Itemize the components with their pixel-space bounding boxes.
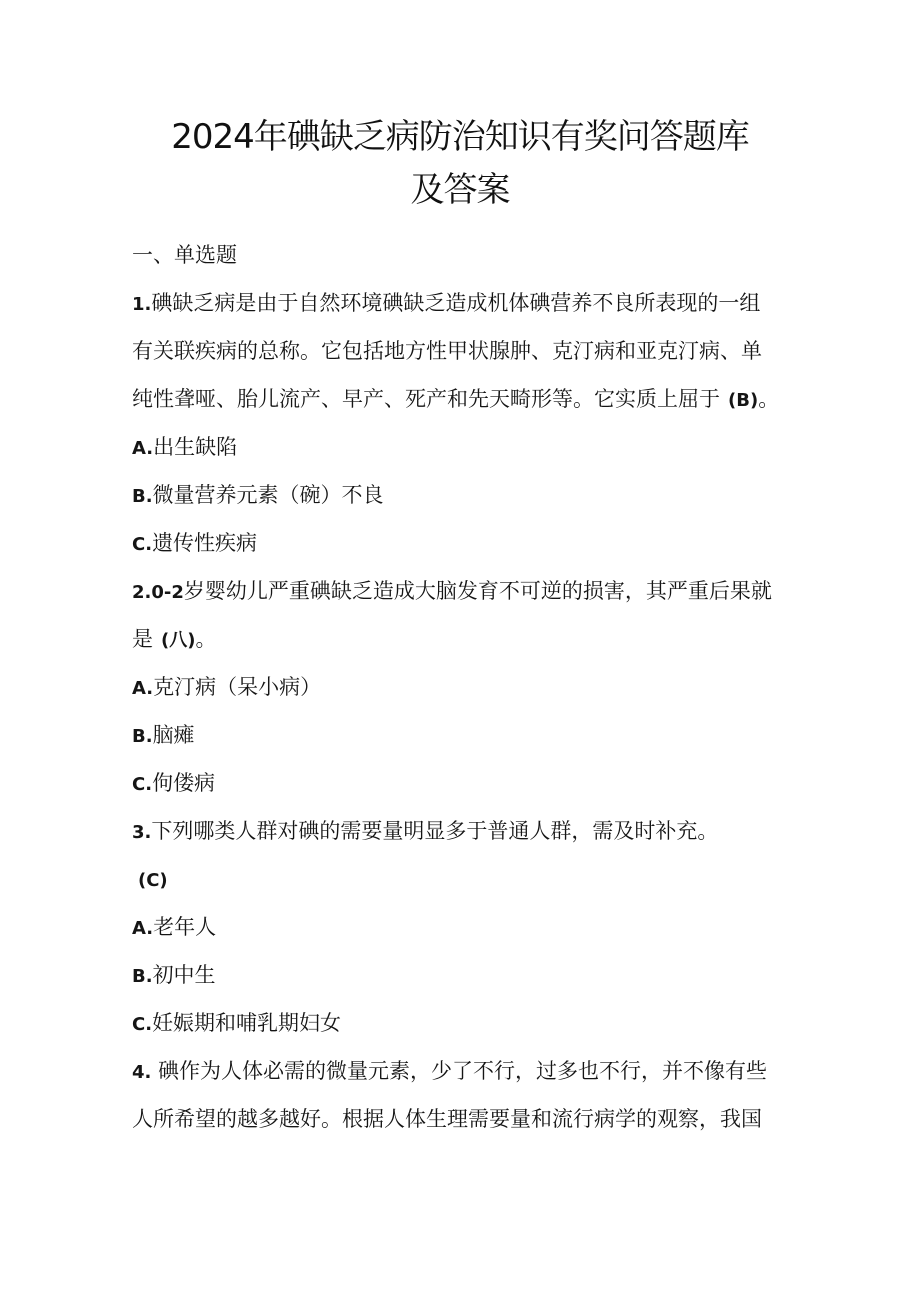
question-number: 4. [132,1062,152,1083]
option-letter: B. [132,726,153,747]
question-text: 碘作为人体必需的微量元素，少了不行，过多也不行，并不像有些 [151,1059,768,1083]
question-3-line-1 [132,816,718,848]
question-3-option-a [132,912,216,944]
question-2-line-2 [132,624,216,656]
answer-key: (C) [138,870,168,891]
question-text: 碘缺乏病是由于自然环境碘缺乏造成机体碘营养不良所表现的一组 [151,291,761,315]
option-letter: C. [132,1014,153,1035]
question-3-answer-line [138,864,168,896]
question-2-option-a [132,672,321,704]
question-number: 2.0-2 [132,582,184,603]
option-text: 脑瘫 [152,723,195,747]
section-heading: 一、单选题 [132,243,237,267]
document-title-line-2: 及答案 [410,170,510,210]
question-1-option-c [132,528,257,560]
question-1-line-3 [132,384,779,416]
question-text: 纯性聋哑、胎儿流产、早产、死产和先天畸形等。它实质上屈于 [132,387,720,411]
option-text: 老年人 [153,915,217,939]
option-text: 出生缺陷 [153,435,238,459]
document-title-line-1: 2024年碘缺乏病防治知识有奖问答题库 [171,117,749,157]
question-2-option-b [132,720,195,752]
option-letter: A. [132,918,154,939]
question-text: 下列哪类人群对碘的需要量明显多于普通人群，需及时补充。 [151,819,719,843]
question-text: 是 [132,627,153,651]
option-letter: B. [132,966,153,987]
answer-suffix: 。 [758,387,780,411]
question-4-line-2: 人所希望的越多越好。根据人体生理需要量和流行病学的观察，我国 [132,1107,762,1131]
answer-key: (八) [161,630,196,651]
option-text: 遗传性疾病 [152,531,258,555]
answer-key: (B) [728,390,759,411]
option-letter: A. [132,438,154,459]
question-4-line-1 [132,1056,767,1088]
option-text: 妊娠期和哺乳期妇女 [152,1011,342,1035]
question-number: 3. [132,822,152,843]
option-letter: C. [132,774,153,795]
question-text: 岁婴幼儿严重碘缺乏造成大脑发育不可逆的损害，其严重后果就 [183,579,772,603]
answer-suffix: 。 [195,627,217,651]
question-3-option-b [132,960,216,992]
question-1-option-b [132,480,384,512]
question-1-line-2: 有关联疾病的总称。它包括地方性甲状腺肿、克汀病和亚克汀病、单 [132,339,762,363]
question-number: 1. [132,294,152,315]
option-text: 佝偻病 [152,771,216,795]
question-1-option-a [132,432,237,464]
option-text: 初中生 [152,963,216,987]
question-2-line-1 [132,576,772,608]
option-text: 微量营养元素（碗）不良 [152,483,384,507]
question-3-option-c [132,1008,341,1040]
question-2-option-c [132,768,215,800]
option-text: 克汀病（呆小病） [153,675,322,699]
option-letter: B. [132,486,153,507]
option-letter: C. [132,534,153,555]
option-letter: A. [132,678,154,699]
question-1-line-1 [132,288,760,320]
